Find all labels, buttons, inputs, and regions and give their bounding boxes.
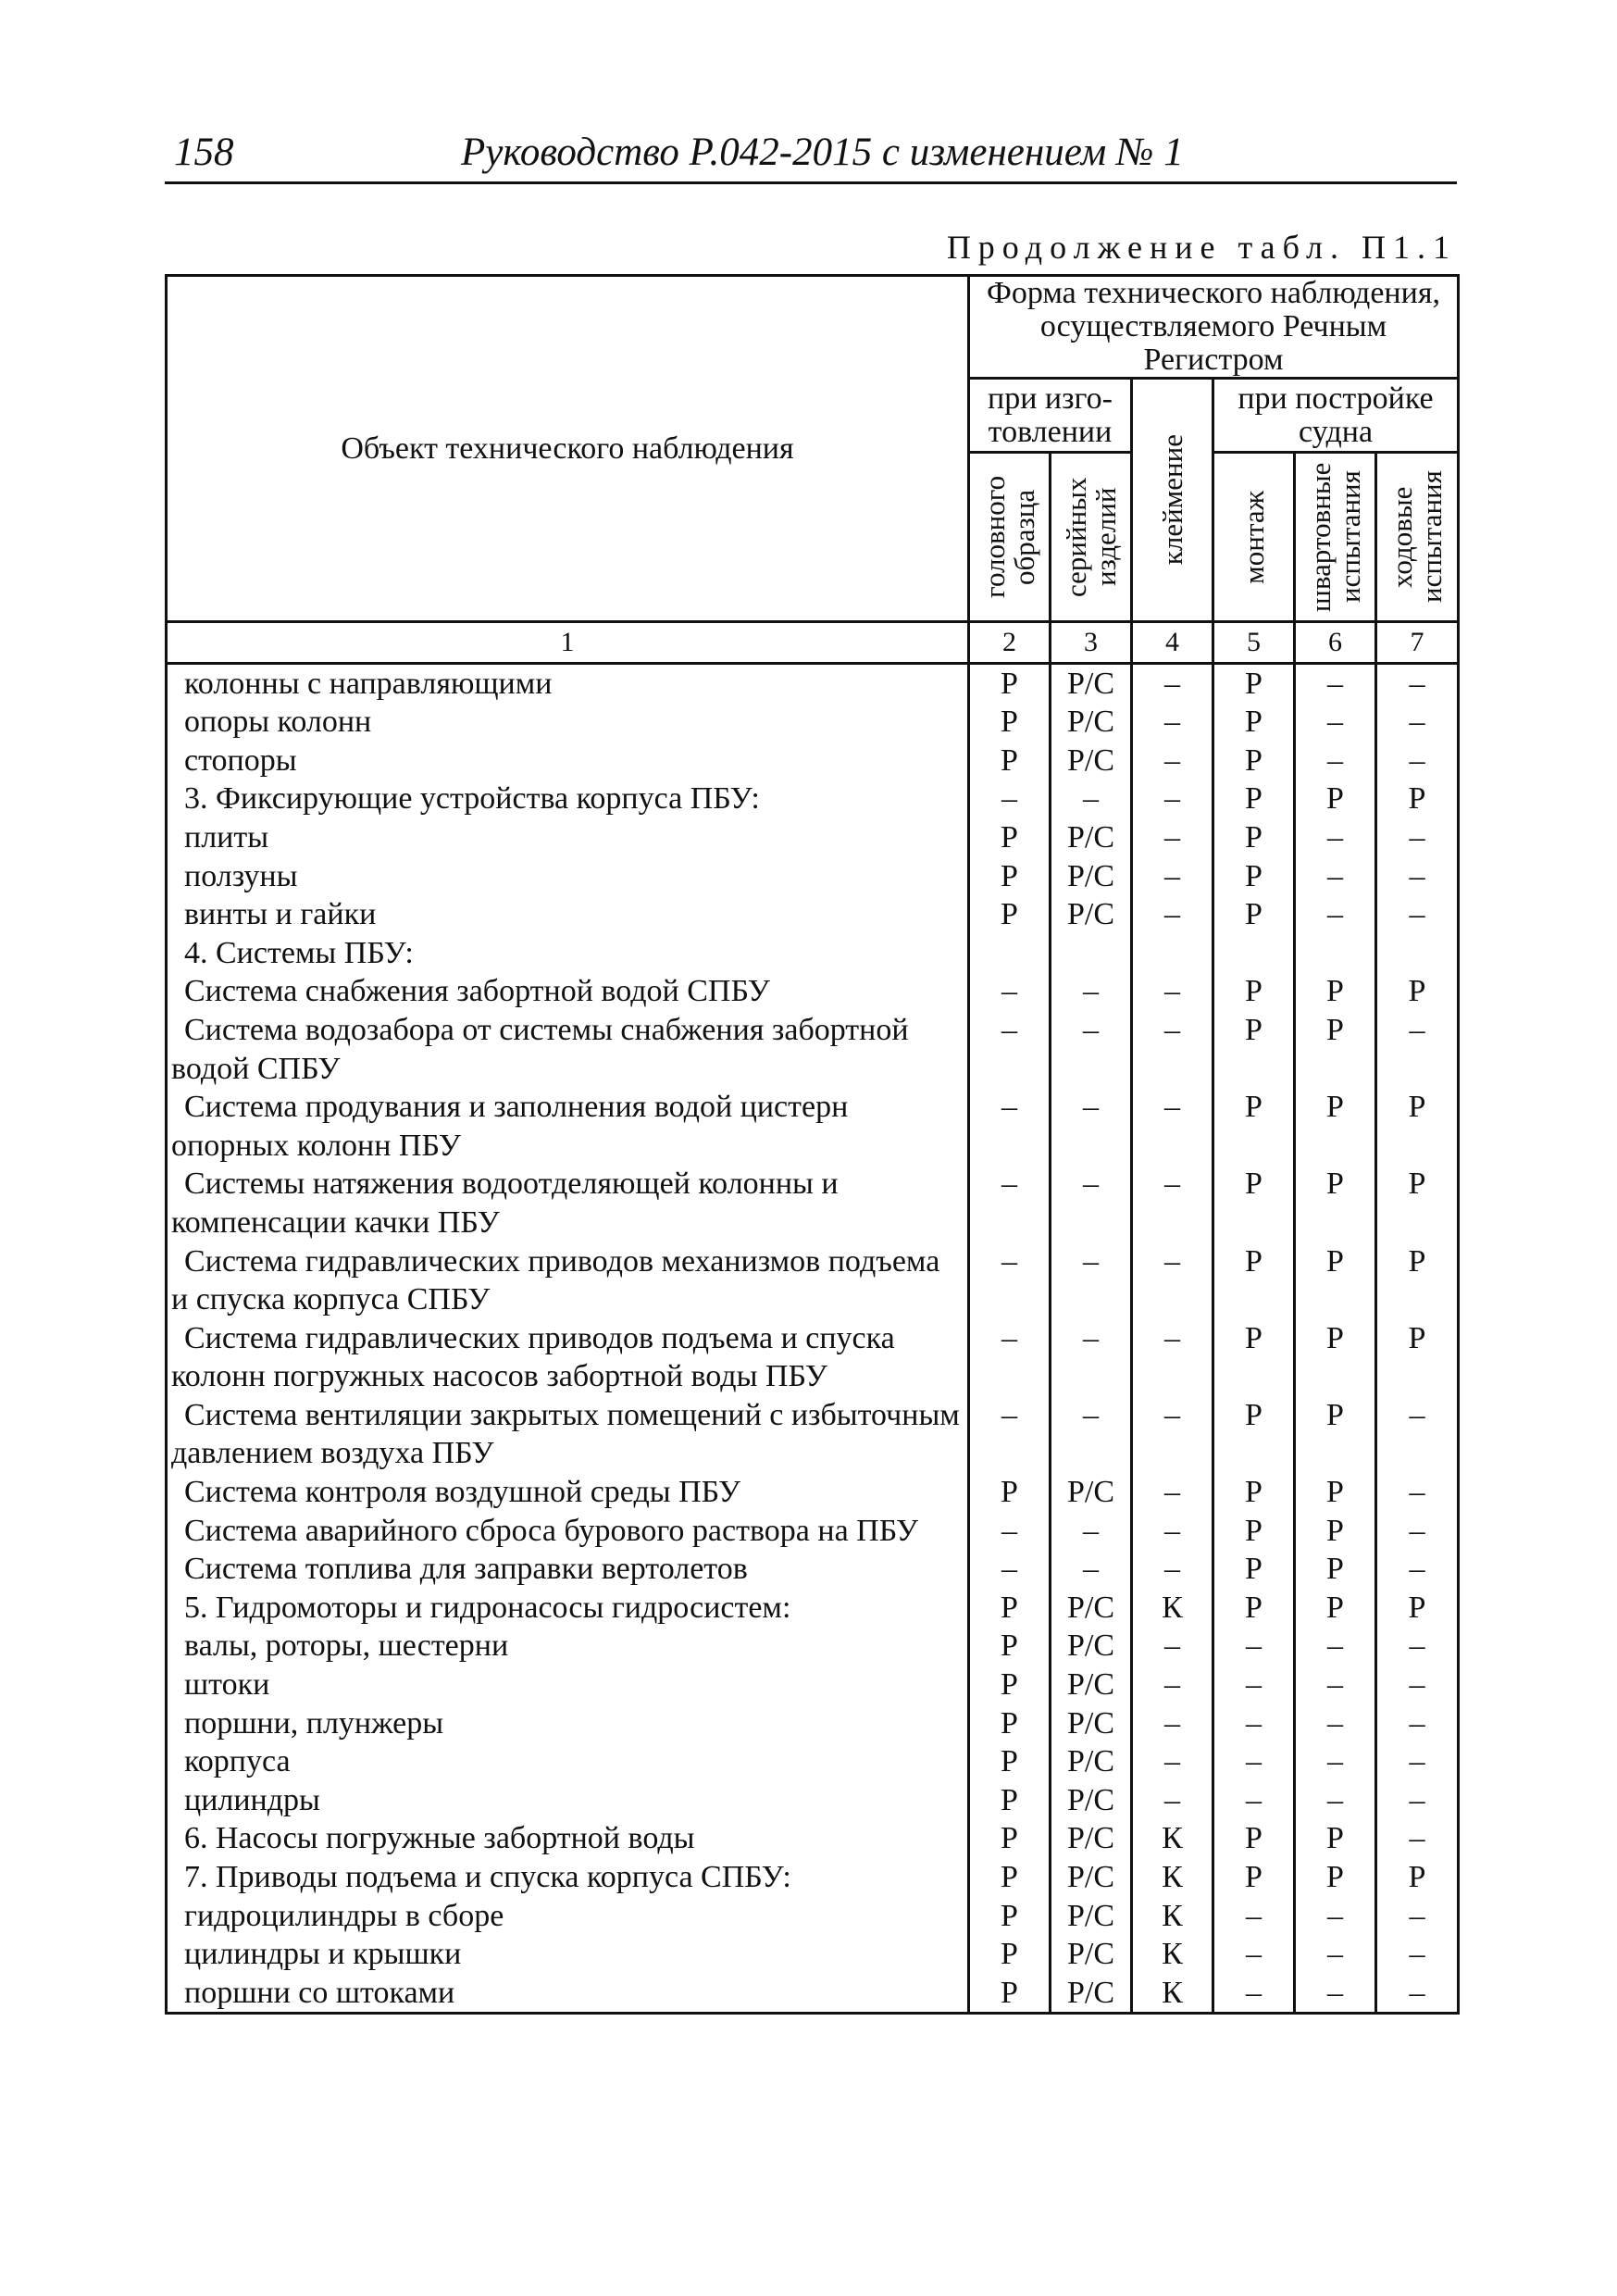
inspection-value: –: [1213, 1627, 1295, 1666]
inspection-value: Р: [969, 1742, 1051, 1781]
object-name-cell: [167, 1165, 969, 1242]
inspection-value: [1295, 934, 1376, 973]
inspection-value: –: [1376, 1742, 1459, 1781]
object-name-cell: [167, 1473, 969, 1512]
inspection-value: –: [1376, 1550, 1459, 1589]
header-head-sample-text: головного образца: [977, 475, 1040, 599]
inspection-value: –: [1051, 1396, 1132, 1473]
inspection-value: –: [1376, 818, 1459, 857]
inspection-value: –: [1132, 1473, 1213, 1512]
inspection-value: Р: [969, 1819, 1051, 1858]
inspection-value: –: [1295, 1666, 1376, 1704]
inspection-value: –: [1376, 1512, 1459, 1551]
object-name: стопоры: [184, 742, 297, 778]
object-name: поршни, плунжеры: [184, 1705, 444, 1741]
inspection-value: Р: [1213, 1011, 1295, 1088]
inspection-value: –: [1051, 1011, 1132, 1088]
table-row: [167, 1666, 1459, 1704]
object-name-cell: [167, 663, 969, 703]
table-row: [167, 1742, 1459, 1781]
inspection-value: Р: [1295, 1165, 1376, 1242]
inspection-value: Р: [1213, 703, 1295, 742]
column-number: 4: [1132, 622, 1213, 664]
inspection-value: Р: [1295, 1512, 1376, 1551]
inspection-value: Р: [969, 1666, 1051, 1704]
table-row: [167, 895, 1459, 934]
table-row: [167, 857, 1459, 896]
header-manufacture-group: при изго-товлении: [969, 379, 1132, 453]
inspection-value: Р: [1213, 780, 1295, 818]
inspection-value: –: [1295, 895, 1376, 934]
table-row: [167, 1781, 1459, 1820]
inspection-value: Р: [969, 1935, 1051, 1974]
inspection-value: Р: [1213, 1512, 1295, 1551]
object-name: поршни со штоками: [184, 1975, 455, 2010]
inspection-value: –: [1213, 1781, 1295, 1820]
inspection-value: –: [1132, 780, 1213, 818]
inspection-value: –: [969, 780, 1051, 818]
inspection-value: –: [1132, 1666, 1213, 1704]
object-name-cell: [167, 857, 969, 896]
inspection-value: К: [1132, 1589, 1213, 1628]
table-row: [167, 703, 1459, 742]
table-row: [167, 1396, 1459, 1473]
inspection-value: Р: [1376, 1242, 1459, 1319]
table-row: [167, 1819, 1459, 1858]
inspection-value: К: [1132, 1858, 1213, 1897]
inspection-value: –: [1213, 1742, 1295, 1781]
inspection-value: Р: [1295, 1550, 1376, 1589]
inspection-value: Р: [969, 1858, 1051, 1897]
inspection-value: –: [969, 1088, 1051, 1165]
inspection-value: –: [1376, 1473, 1459, 1512]
object-name: 5. Гидромоторы и гидронасосы гидросистем:: [184, 1590, 791, 1625]
header-mooring-text: швартовные испытания: [1303, 462, 1366, 612]
header-serial: [1051, 453, 1132, 622]
inspection-value: [1376, 934, 1459, 973]
inspection-value: –: [969, 1512, 1051, 1551]
object-name-cell: [167, 1819, 969, 1858]
inspection-value: К: [1132, 1819, 1213, 1858]
object-name: Система водозабора от системы снабжения забортной водой СПБУ: [171, 1012, 909, 1086]
table-row: [167, 1627, 1459, 1666]
inspection-value: –: [969, 1396, 1051, 1473]
inspection-value: –: [1213, 1935, 1295, 1974]
table-row: [167, 1935, 1459, 1974]
inspection-value: Р: [1213, 1396, 1295, 1473]
inspection-value: Р: [1295, 780, 1376, 818]
inspection-value: –: [1132, 818, 1213, 857]
inspection-value: Р: [1213, 972, 1295, 1011]
object-name: 3. Фиксирующие устройства корпуса ПБУ:: [184, 781, 760, 817]
object-name: цилиндры и крышки: [184, 1937, 462, 1972]
inspection-value: –: [1376, 1666, 1459, 1704]
table-row: [167, 1550, 1459, 1589]
inspection-value: Р: [1295, 1589, 1376, 1628]
inspection-value: –: [1132, 1781, 1213, 1820]
inspection-value: –: [969, 972, 1051, 1011]
inspection-value: Р: [1213, 895, 1295, 934]
inspection-value: [1051, 934, 1132, 973]
object-name: цилиндры: [184, 1782, 320, 1817]
object-name-cell: [167, 742, 969, 780]
inspection-value: Р/С: [1051, 1858, 1132, 1897]
inspection-value: Р: [1376, 1589, 1459, 1628]
inspection-value: –: [1376, 1974, 1459, 2014]
inspection-value: Р/С: [1051, 857, 1132, 896]
inspection-value: –: [1295, 1742, 1376, 1781]
inspection-value: Р: [969, 818, 1051, 857]
inspection-value: –: [1132, 1550, 1213, 1589]
header-sea-trials: [1376, 453, 1459, 622]
inspection-value: Р/С: [1051, 1781, 1132, 1820]
inspection-value: –: [1132, 895, 1213, 934]
inspection-value: –: [969, 1165, 1051, 1242]
inspection-value: Р: [1376, 780, 1459, 818]
object-name-cell: [167, 1666, 969, 1704]
header-mounting-text: монтаж: [1237, 490, 1270, 584]
table-row: [167, 1589, 1459, 1628]
object-name: винты и гайки: [184, 897, 377, 932]
inspection-value: Р/С: [1051, 742, 1132, 780]
inspection-value: [1213, 934, 1295, 973]
inspection-value: –: [1295, 1897, 1376, 1936]
inspection-value: –: [1295, 703, 1376, 742]
object-name: гидроцилиндры в сборе: [184, 1898, 504, 1933]
object-name: Система снабжения забортной водой СПБУ: [184, 974, 770, 1009]
table-row: [167, 1704, 1459, 1743]
table-row: [167, 1974, 1459, 2014]
inspection-value: –: [1213, 1897, 1295, 1936]
table-row: [167, 1897, 1459, 1936]
inspection-value: Р: [1295, 972, 1376, 1011]
table-row: [167, 1011, 1459, 1088]
table-row: [167, 1165, 1459, 1242]
inspection-value: –: [1376, 663, 1459, 703]
object-name-cell: [167, 1589, 969, 1628]
inspection-value: Р: [1376, 1319, 1459, 1396]
inspection-value: Р: [969, 895, 1051, 934]
object-name: Система контроля воздушной среды ПБУ: [184, 1475, 741, 1510]
object-name: колонны с направляющими: [184, 666, 553, 701]
inspection-value: –: [1051, 972, 1132, 1011]
table-row: [167, 972, 1459, 1011]
inspection-value: Р: [1295, 1396, 1376, 1473]
object-name-cell: [167, 1396, 969, 1473]
inspection-value: –: [1376, 1704, 1459, 1743]
inspection-value: К: [1132, 1897, 1213, 1936]
inspection-value: –: [1132, 857, 1213, 896]
column-number: 7: [1376, 622, 1459, 664]
header-form-group: Форма технического наблюдения, осуществляемого Речным Регистром: [969, 276, 1459, 379]
inspection-value: –: [1132, 1627, 1213, 1666]
object-name-cell: [167, 1897, 969, 1936]
inspection-value: –: [1376, 1935, 1459, 1974]
inspection-value: –: [1376, 1396, 1459, 1473]
inspection-value: –: [1132, 1704, 1213, 1743]
table-head: [167, 276, 1459, 622]
table-row: [167, 934, 1459, 973]
inspection-value: –: [1376, 857, 1459, 896]
header-branding-text: клеймение: [1155, 434, 1188, 566]
inspection-value: –: [1132, 1242, 1213, 1319]
inspection-value: –: [1051, 780, 1132, 818]
inspection-value: –: [1132, 1742, 1213, 1781]
inspection-value: –: [1295, 1935, 1376, 1974]
inspection-value: –: [1295, 1627, 1376, 1666]
inspection-value: Р/С: [1051, 703, 1132, 742]
inspection-value: –: [1132, 1396, 1213, 1473]
table-row: [167, 1473, 1459, 1512]
table-row: [167, 780, 1459, 818]
inspection-value: Р: [969, 1781, 1051, 1820]
inspection-value: Р: [1295, 1088, 1376, 1165]
inspection-value: Р: [969, 742, 1051, 780]
object-name: штоки: [184, 1667, 270, 1703]
inspection-value: Р: [969, 1974, 1051, 2014]
object-name-cell: [167, 1974, 969, 2014]
inspection-value: –: [1051, 1550, 1132, 1589]
inspection-value: Р: [1213, 742, 1295, 780]
table-body: [167, 622, 1459, 2014]
inspection-value: Р: [969, 1897, 1051, 1936]
inspection-value: –: [1295, 1704, 1376, 1743]
inspection-value: Р/С: [1051, 1742, 1132, 1781]
object-name: 6. Насосы погружные забортной воды: [184, 1821, 695, 1856]
object-name: Системы натяжения водоотделяющей колонны и компенсации качки ПБУ: [171, 1167, 839, 1240]
table-row: [167, 742, 1459, 780]
inspection-value: Р/С: [1051, 1897, 1132, 1936]
inspection-value: Р: [969, 857, 1051, 896]
object-name: Система продувания и заполнения водой цистерн опорных колонн ПБУ: [171, 1090, 849, 1163]
inspection-value: Р/С: [1051, 1589, 1132, 1628]
inspection-value: Р/С: [1051, 1704, 1132, 1743]
inspection-value: –: [1132, 1088, 1213, 1165]
inspection-value: Р/С: [1051, 1666, 1132, 1704]
inspection-value: Р/С: [1051, 1627, 1132, 1666]
table-row: [167, 1858, 1459, 1897]
column-number: 3: [1051, 622, 1132, 664]
inspection-value: Р: [1213, 857, 1295, 896]
inspection-value: Р: [1213, 1858, 1295, 1897]
inspection-value: –: [1132, 742, 1213, 780]
object-name-cell: [167, 1319, 969, 1396]
inspection-value: Р: [1213, 1242, 1295, 1319]
object-name-cell: [167, 818, 969, 857]
inspection-value: –: [969, 1319, 1051, 1396]
header-object: Объект технического наблюдения: [167, 276, 969, 622]
column-number: 1: [167, 622, 969, 664]
inspection-value: Р: [1213, 818, 1295, 857]
inspection-value: Р: [969, 1589, 1051, 1628]
inspection-value: –: [1295, 818, 1376, 857]
header-mounting: [1213, 453, 1295, 622]
inspection-value: Р: [1213, 1319, 1295, 1396]
object-name-cell: [167, 1242, 969, 1319]
inspection-value: Р: [969, 703, 1051, 742]
object-name-cell: [167, 1512, 969, 1551]
inspection-value: –: [1213, 1974, 1295, 2014]
inspection-value: Р/С: [1051, 1935, 1132, 1974]
object-name: опоры колонн: [184, 705, 372, 740]
inspection-value: –: [1132, 1512, 1213, 1551]
inspection-value: –: [1051, 1165, 1132, 1242]
column-number: 6: [1295, 622, 1376, 664]
inspection-value: Р: [1213, 1819, 1295, 1858]
header-sea-trials-text: ходовые испытания: [1386, 470, 1448, 604]
inspection-value: –: [1376, 1011, 1459, 1088]
inspection-value: Р/С: [1051, 1473, 1132, 1512]
inspection-value: К: [1132, 1935, 1213, 1974]
inspection-value: –: [1295, 742, 1376, 780]
table-row: [167, 1242, 1459, 1319]
inspection-value: –: [1132, 703, 1213, 742]
inspection-value: –: [1295, 663, 1376, 703]
inspection-value: [969, 934, 1051, 973]
inspection-value: –: [1051, 1512, 1132, 1551]
inspection-value: –: [1376, 895, 1459, 934]
inspection-value: Р: [1213, 1550, 1295, 1589]
inspection-value: Р: [1213, 1589, 1295, 1628]
inspection-value: –: [1132, 1011, 1213, 1088]
object-name: плиты: [184, 819, 269, 855]
inspection-value: Р: [1295, 1819, 1376, 1858]
header-serial-text: серийных изделий: [1059, 477, 1122, 597]
inspection-value: Р: [969, 1627, 1051, 1666]
inspection-value: –: [1376, 1897, 1459, 1936]
table-row: [167, 1088, 1459, 1165]
page-header: [165, 130, 1457, 184]
column-number-row: [167, 622, 1459, 664]
inspection-value: Р/С: [1051, 1819, 1132, 1858]
inspection-value: Р: [1295, 1242, 1376, 1319]
header-branding: [1132, 379, 1213, 622]
inspection-value: –: [1376, 1627, 1459, 1666]
inspection-value: –: [969, 1011, 1051, 1088]
inspection-value: Р: [1376, 972, 1459, 1011]
column-number: 5: [1213, 622, 1295, 664]
object-name-cell: [167, 895, 969, 934]
inspection-value: [1132, 934, 1213, 973]
object-name-cell: [167, 1011, 969, 1088]
object-name: корпуса: [184, 1744, 291, 1779]
inspection-value: Р: [1295, 1473, 1376, 1512]
table-row: [167, 663, 1459, 703]
inspection-value: –: [1295, 857, 1376, 896]
inspection-value: Р: [1213, 1165, 1295, 1242]
inspection-value: Р: [1295, 1319, 1376, 1396]
inspection-value: Р: [969, 1704, 1051, 1743]
inspection-value: –: [1051, 1319, 1132, 1396]
table-row: [167, 818, 1459, 857]
header-building-group: при постройке судна: [1213, 379, 1459, 453]
object-name-cell: [167, 934, 969, 973]
inspection-value: Р: [1376, 1088, 1459, 1165]
inspection-value: Р/С: [1051, 663, 1132, 703]
inspection-value: Р: [1376, 1165, 1459, 1242]
inspection-value: Р: [1295, 1011, 1376, 1088]
inspection-value: –: [1213, 1666, 1295, 1704]
inspection-value: К: [1132, 1974, 1213, 2014]
object-name-cell: [167, 1704, 969, 1743]
inspection-value: –: [1132, 1165, 1213, 1242]
object-name: Система гидравлических приводов подъема и спуска колонн погружных насосов забортной воды ПБУ: [171, 1320, 895, 1394]
inspection-value: –: [1051, 1242, 1132, 1319]
inspection-value: –: [1376, 1781, 1459, 1820]
object-name-cell: [167, 1550, 969, 1589]
object-name: Система гидравлических приводов механизмов подъема и спуска корпуса СПБУ: [171, 1243, 940, 1317]
inspection-value: –: [1376, 1819, 1459, 1858]
inspection-value: –: [1051, 1088, 1132, 1165]
inspection-value: Р: [969, 1473, 1051, 1512]
object-name: Система топлива для заправки вертолетов: [184, 1552, 748, 1587]
object-name-cell: [167, 1858, 969, 1897]
inspection-value: Р: [1213, 1473, 1295, 1512]
object-name-cell: [167, 1742, 969, 1781]
column-number: 2: [969, 622, 1051, 664]
inspection-value: –: [1376, 703, 1459, 742]
object-name: 4. Системы ПБУ:: [184, 935, 414, 970]
object-name-cell: [167, 1088, 969, 1165]
inspection-value: –: [1376, 742, 1459, 780]
object-name: валы, роторы, шестерни: [184, 1628, 509, 1664]
object-name-cell: [167, 703, 969, 742]
inspection-value: Р/С: [1051, 1974, 1132, 2014]
inspection-value: –: [1295, 1974, 1376, 2014]
object-name-cell: [167, 780, 969, 818]
table-row: [167, 1319, 1459, 1396]
table-row: [167, 1512, 1459, 1551]
running-title: Руководство Р.042-2015 с изменением № 1: [461, 131, 1184, 174]
object-name-cell: [167, 1781, 969, 1820]
header-head-sample: [969, 453, 1051, 622]
object-name-cell: [167, 1627, 969, 1666]
inspection-value: Р: [1376, 1858, 1459, 1897]
inspection-value: Р: [1213, 663, 1295, 703]
inspection-value: –: [1132, 663, 1213, 703]
inspection-value: –: [969, 1242, 1051, 1319]
inspection-value: Р/С: [1051, 895, 1132, 934]
inspection-value: Р: [969, 663, 1051, 703]
inspection-value: Р: [1295, 1858, 1376, 1897]
object-name-cell: [167, 972, 969, 1011]
object-name: Система аварийного сброса бурового раствора на ПБУ: [184, 1513, 919, 1548]
inspection-value: –: [1213, 1704, 1295, 1743]
object-name: 7. Приводы подъема и спуска корпуса СПБУ:: [184, 1860, 791, 1894]
inspection-value: –: [1132, 972, 1213, 1011]
header-mooring: [1295, 453, 1376, 622]
object-name: ползуны: [184, 858, 298, 893]
page-number: 158: [174, 131, 234, 174]
inspection-value: Р/С: [1051, 818, 1132, 857]
inspection-value: –: [969, 1550, 1051, 1589]
object-name-cell: [167, 1935, 969, 1974]
object-name: Система вентиляции закрытых помещений с избыточным давлением воздуха ПБУ: [171, 1397, 960, 1471]
inspection-value: –: [1132, 1319, 1213, 1396]
inspection-value: –: [1295, 1781, 1376, 1820]
inspection-table: [165, 274, 1460, 2015]
table-continuation-caption: Продолжение табл. П1.1: [946, 229, 1457, 266]
inspection-value: Р: [1213, 1088, 1295, 1165]
